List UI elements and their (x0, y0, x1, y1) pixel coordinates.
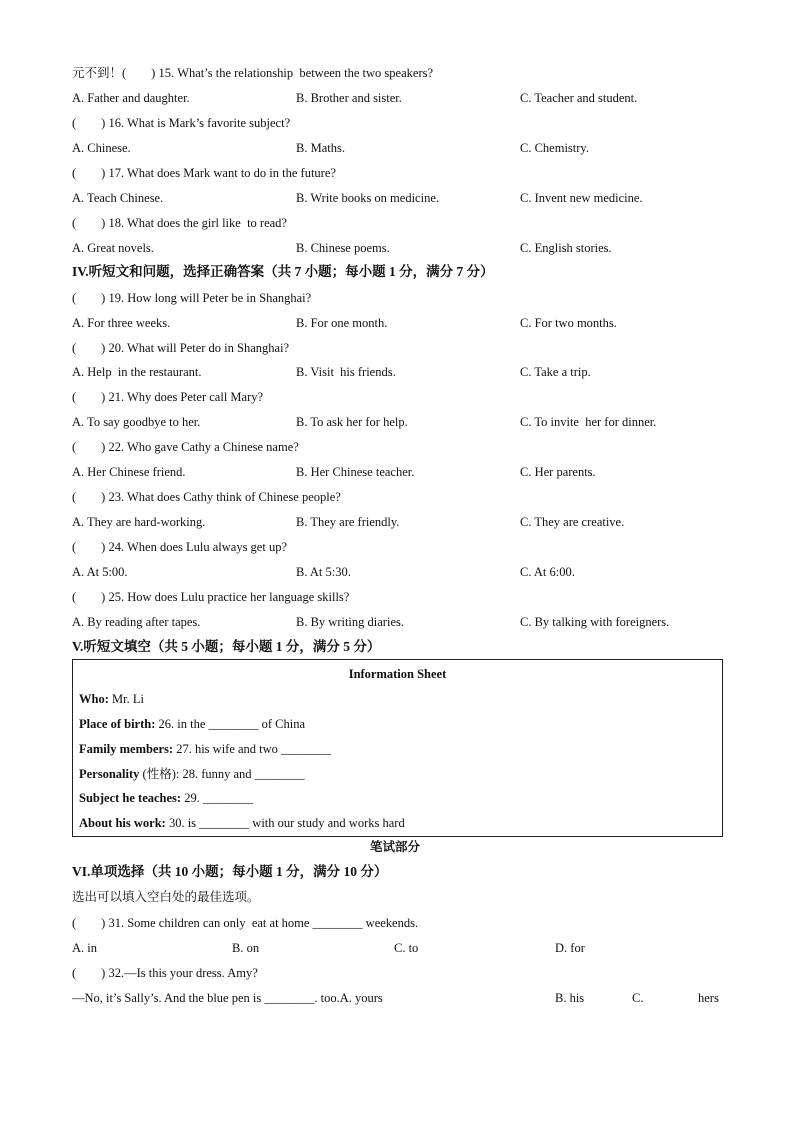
option-b: B. on (232, 941, 260, 955)
row-text: (性格): 28. funny and ________ (139, 767, 305, 781)
sheet-row-birthplace (79, 716, 305, 732)
option-b: B. Brother and sister. (296, 91, 402, 105)
option-c: C. Invent new medicine. (520, 191, 643, 205)
row-text: Mr. Li (108, 692, 144, 706)
question-19: ( ) 19. How long will Peter be in Shanghai? (72, 291, 312, 305)
question-18: ( ) 18. What does the girl like to read? (72, 216, 287, 230)
question-15: 元不到！( ) 15. What’s the relationship between the two speakers? (72, 66, 434, 80)
option-c: C. to (394, 941, 419, 955)
option-a: A. Father and daughter. (72, 91, 190, 105)
question-32: ( ) 32.—Is this your dress. Amy? (72, 966, 258, 980)
option-b: B. Her Chinese teacher. (296, 465, 415, 479)
option-a: A. By reading after tapes. (72, 615, 201, 629)
question-21: ( ) 21. Why does Peter call Mary? (72, 390, 264, 404)
section-heading-5: V.听短文填空（共 5 小题；每小题 1 分，满分 5 分） (72, 639, 381, 654)
question-24: ( ) 24. When does Lulu always get up? (72, 540, 287, 554)
row-label: About his work: (79, 816, 166, 830)
option-d: D. for (555, 941, 585, 955)
option-a: A. At 5:00. (72, 565, 128, 579)
sheet-row-personality (79, 766, 305, 782)
option-c: C. Take a trip. (520, 365, 591, 379)
question-17: ( ) 17. What does Mark want to do in the future? (72, 166, 336, 180)
sheet-row-work (79, 815, 405, 831)
option-c: C. For two months. (520, 316, 617, 330)
option-b: B. By writing diaries. (296, 615, 404, 629)
option-b: B. For one month. (296, 316, 388, 330)
row-text: 29. ________ (181, 791, 253, 805)
section-heading-6: VI.单项选择（共 10 小题；每小题 1 分，满分 10 分） (72, 864, 388, 879)
row-label: Family members: (79, 742, 174, 756)
option-b: B. To ask her for help. (296, 415, 408, 429)
option-b: B. At 5:30. (296, 565, 351, 579)
option-c: C. (632, 991, 644, 1005)
option-b: B. Maths. (296, 141, 345, 155)
question-22: ( ) 22. Who gave Cathy a Chinese name? (72, 440, 299, 454)
information-sheet-title: Information Sheet (348, 667, 447, 681)
option-a: A. Help in the restaurant. (72, 365, 202, 379)
option-c: C. They are creative. (520, 515, 625, 529)
sheet-row-who (79, 691, 144, 707)
section-heading-4: IV.听短文和问题，选择正确答案（共 7 小题；每小题 1 分，满分 7 分） (72, 264, 494, 279)
option-b: B. his (555, 991, 585, 1005)
option-c: C. At 6:00. (520, 565, 575, 579)
question-25: ( ) 25. How does Lulu practice her language skills? (72, 590, 350, 604)
option-c: C. Chemistry. (520, 141, 589, 155)
row-label: Personality (79, 767, 140, 781)
question-23: ( ) 23. What does Cathy think of Chinese people? (72, 490, 341, 504)
row-label: Subject he teaches: (79, 791, 182, 805)
option-a: A. To say goodbye to her. (72, 415, 201, 429)
row-text: 26. in the ________ of China (155, 717, 306, 731)
question-32-line2: —No, it’s Sally’s. And the blue pen is ________. too.A. yours (72, 991, 383, 1005)
option-c: C. By talking with foreigners. (520, 615, 670, 629)
option-d: hers (698, 991, 719, 1005)
option-a: A. They are hard-working. (72, 515, 206, 529)
row-label: Place of birth: (79, 717, 156, 731)
option-a: A. Teach Chinese. (72, 191, 164, 205)
option-c: C. Her parents. (520, 465, 596, 479)
option-b: B. Chinese poems. (296, 241, 390, 255)
option-a: A. in (72, 941, 97, 955)
option-a: A. Great novels. (72, 241, 154, 255)
question-20: ( ) 20. What will Peter do in Shanghai? (72, 341, 290, 355)
section-instruction: 选出可以填入空白处的最佳选项。 (72, 890, 260, 904)
option-b: B. Write books on medicine. (296, 191, 439, 205)
option-b: B. Visit his friends. (296, 365, 396, 379)
option-a: A. Her Chinese friend. (72, 465, 186, 479)
row-label: Who: (79, 692, 109, 706)
row-text: 27. his wife and two ________ (173, 742, 332, 756)
sheet-row-subject (79, 790, 253, 806)
option-a: A. For three weeks. (72, 316, 171, 330)
option-b: B. They are friendly. (296, 515, 400, 529)
question-16: ( ) 16. What is Mark’s favorite subject? (72, 116, 291, 130)
row-text: 30. is ________ with our study and works hard (165, 816, 405, 830)
question-31: ( ) 31. Some children can only eat at home ________ weekends. (72, 916, 419, 930)
option-c: C. English stories. (520, 241, 612, 255)
sheet-row-family (79, 741, 331, 757)
option-c: C. Teacher and student. (520, 91, 638, 105)
information-sheet (72, 659, 723, 837)
option-a: A. Chinese. (72, 141, 131, 155)
option-c: C. To invite her for dinner. (520, 415, 657, 429)
written-part-label: 笔试部分 (370, 840, 421, 854)
